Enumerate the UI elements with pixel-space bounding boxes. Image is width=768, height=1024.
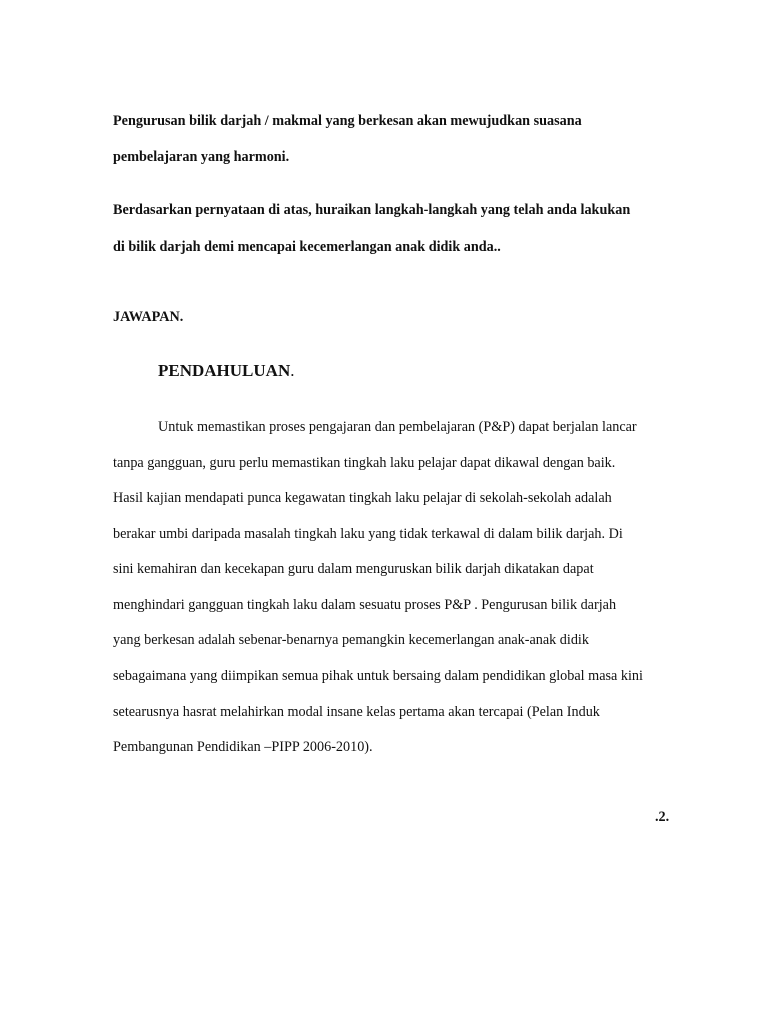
section-heading-punct: . — [290, 361, 295, 380]
paragraph-line: yang berkesan adalah sebenar-benarnya pemangkin kecemerlangan anak-anak didik — [113, 632, 589, 648]
question-line-1: Pengurusan bilik darjah / makmal yang berkesan akan mewujudkan suasana — [113, 113, 582, 129]
section-heading-text: PENDAHULUAN — [158, 361, 291, 380]
paragraph-line: berakar umbi daripada masalah tingkah laku yang tidak terkawal di dalam bilik darjah. Di — [113, 526, 623, 542]
paragraph-line: Pembangunan Pendidikan –PIPP 2006-2010). — [113, 739, 373, 755]
paragraph-line: sini kemahiran dan kecekapan guru dalam menguruskan bilik darjah dikatakan dapat — [113, 561, 594, 577]
question-line-3: Berdasarkan pernyataan di atas, huraikan langkah-langkah yang telah anda lakukan — [113, 202, 631, 218]
question-line-4: di bilik darjah demi mencapai kecemerlangan anak didik anda.. — [113, 239, 501, 255]
answer-label: JAWAPAN. — [113, 309, 184, 325]
page-number: .2. — [655, 809, 670, 825]
paragraph-line: setearusnya hasrat melahirkan modal insane kelas pertama akan tercapai (Pelan Induk — [113, 704, 600, 720]
paragraph-line: Hasil kajian mendapati punca kegawatan tingkah laku pelajar di sekolah-sekolah adalah — [113, 490, 612, 506]
question-line-2: pembelajaran yang harmoni. — [113, 149, 290, 165]
paragraph-line: tanpa gangguan, guru perlu memastikan tingkah laku pelajar dapat dikawal dengan baik. — [113, 455, 616, 471]
paragraph-line: Untuk memastikan proses pengajaran dan pembelajaran (P&P) dapat berjalan lancar — [158, 419, 637, 435]
section-heading — [158, 361, 294, 381]
paragraph-line: menghindari gangguan tingkah laku dalam sesuatu proses P&P . Pengurusan bilik darjah — [113, 597, 617, 613]
paragraph-line: sebagaimana yang diimpikan semua pihak untuk bersaing dalam pendidikan global masa kini — [113, 668, 643, 684]
